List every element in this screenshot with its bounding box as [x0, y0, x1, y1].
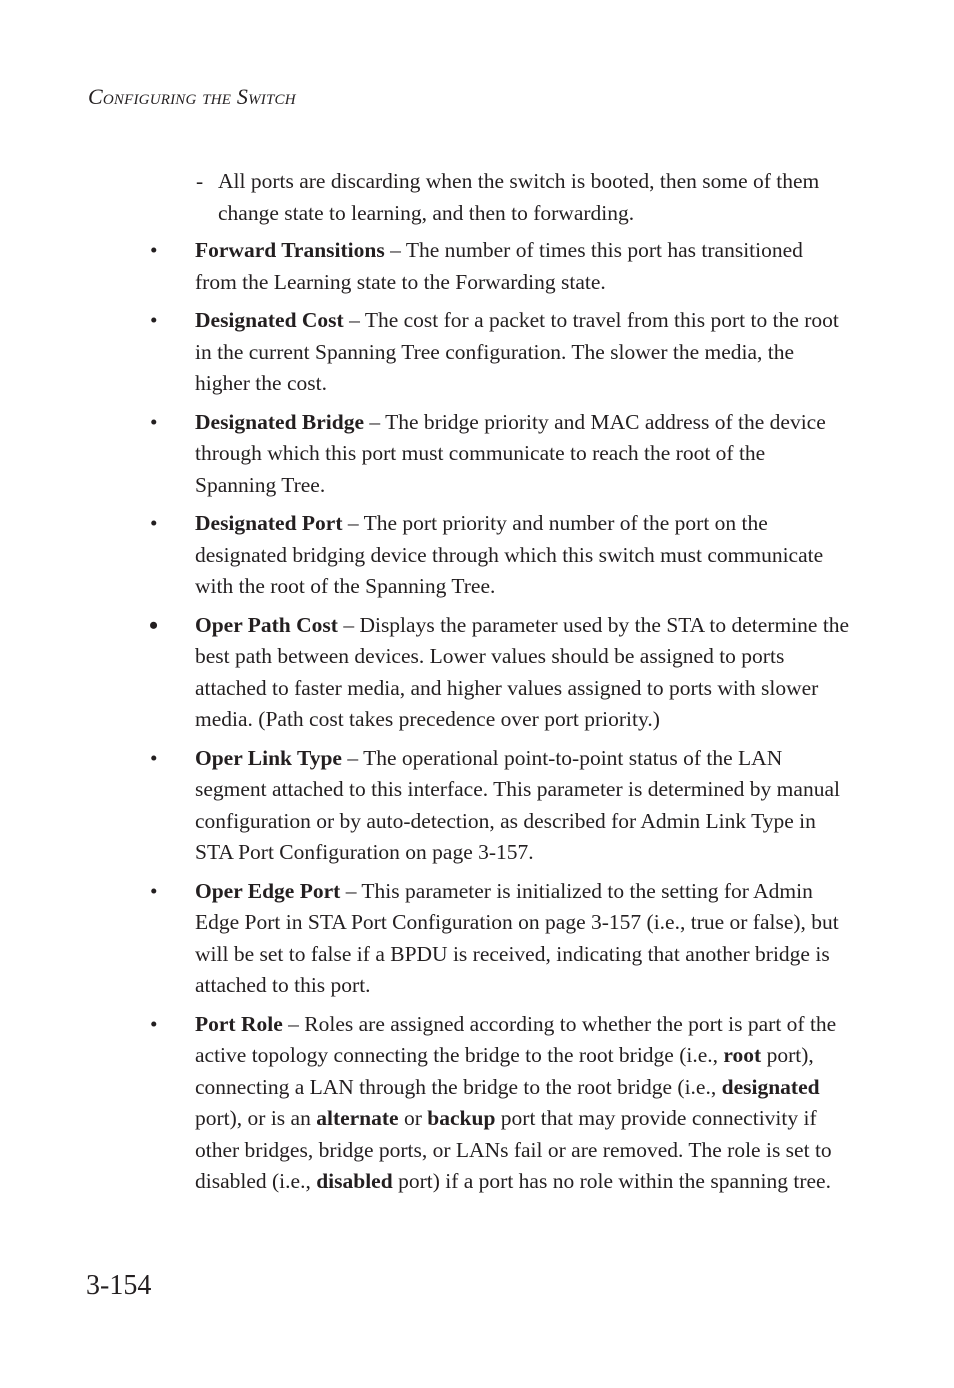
- role-alternate: alternate: [316, 1106, 399, 1130]
- bullet-oper-edge-port: [150, 876, 850, 1002]
- role-designated: designated: [721, 1074, 820, 1099]
- description-part: – Roles are assigned according to whether the port is part of the active topology connecting the bridge to the root bridge (i.e.,: [195, 1011, 837, 1067]
- bullet-designated-port: [150, 508, 850, 603]
- description-part: port) if a port has no role within the spanning tree.: [392, 1169, 831, 1193]
- role-backup: backup: [427, 1106, 496, 1130]
- bullet-oper-path-cost: [150, 610, 850, 736]
- bullet-designated-bridge: [150, 407, 850, 502]
- description: – This parameter is initialized to the setting for Admin Edge Port in STA Port Configuration on page 3-157 (i.e., true or false), but will be set to false if a BPDU is received, indicating that another bridge is attached to this port.: [195, 878, 839, 997]
- dash-list-item: [150, 166, 850, 229]
- bullet-icon: •: [149, 610, 159, 640]
- term: Oper Edge Port: [195, 878, 341, 903]
- term: Oper Path Cost: [195, 612, 338, 637]
- bullet-port-role: [150, 1009, 850, 1198]
- description: – The cost for a packet to travel from this port to the root in the current Spanning Tree configuration. The slower the media, the higher the cost.: [195, 308, 839, 395]
- dash-item-text: All ports are discarding when the switch is booted, then some of them change state to learning, and then to forwarding.: [218, 169, 820, 225]
- bullet-icon: •: [150, 1011, 158, 1036]
- bullet-icon: •: [150, 238, 158, 262]
- description: – Displays the parameter used by the STA to determine the best path between devices. Lower values should be assigned to ports attached to faster media, and higher values assigned to ports with slower media. (Path cost takes precedence over port priority.): [195, 612, 850, 731]
- term: Oper Link Type: [195, 745, 342, 770]
- term: Designated Cost: [195, 308, 344, 332]
- bullet-forward-transitions: [150, 235, 850, 298]
- main-content: [150, 166, 850, 1205]
- term: Designated Port: [195, 511, 343, 535]
- description-part: or: [398, 1106, 428, 1130]
- bullet-designated-cost: [150, 305, 850, 400]
- description-part: port that may provide connectivity if other bridges, bridge ports, or LANs fail or are removed. The role is set to disabled (i.e.,: [195, 1106, 832, 1193]
- role-root: root: [723, 1043, 762, 1067]
- dash-marker: -: [196, 169, 204, 193]
- description: – The number of times this port has transitioned from the Learning state to the Forwarding state.: [195, 238, 803, 294]
- description: – The port priority and number of the port on the designated bridging device through which this switch must communicate with the root of the Spanning Tree.: [195, 511, 824, 598]
- bullet-oper-link-type: [150, 743, 850, 869]
- bullet-icon: •: [150, 745, 158, 770]
- term: Designated Bridge: [195, 409, 365, 434]
- description-part: port), or is an: [195, 1106, 317, 1130]
- term: Forward Transitions: [195, 238, 385, 262]
- role-disabled: disabled: [316, 1169, 393, 1193]
- bullet-icon: •: [150, 878, 158, 903]
- term: Port Role: [195, 1011, 283, 1036]
- description: – The operational point-to-point status of the LAN segment attached to this interface. This parameter is determined by manual configuration or by auto-detection, as described for Admin Link Type in STA Port Configuration on page 3-157.: [195, 745, 840, 864]
- bullet-icon: •: [150, 409, 158, 434]
- page-number: 3-154: [86, 1270, 152, 1301]
- bullet-icon: •: [150, 511, 158, 535]
- description: – The bridge priority and MAC address of the device through which this port must communicate to reach the root of the Spanning Tree.: [195, 409, 826, 497]
- description-part: port), connecting a LAN through the bridge to the root bridge (i.e.,: [195, 1043, 814, 1099]
- bullet-icon: •: [150, 308, 158, 332]
- running-header: Configuring the Switch: [88, 84, 296, 109]
